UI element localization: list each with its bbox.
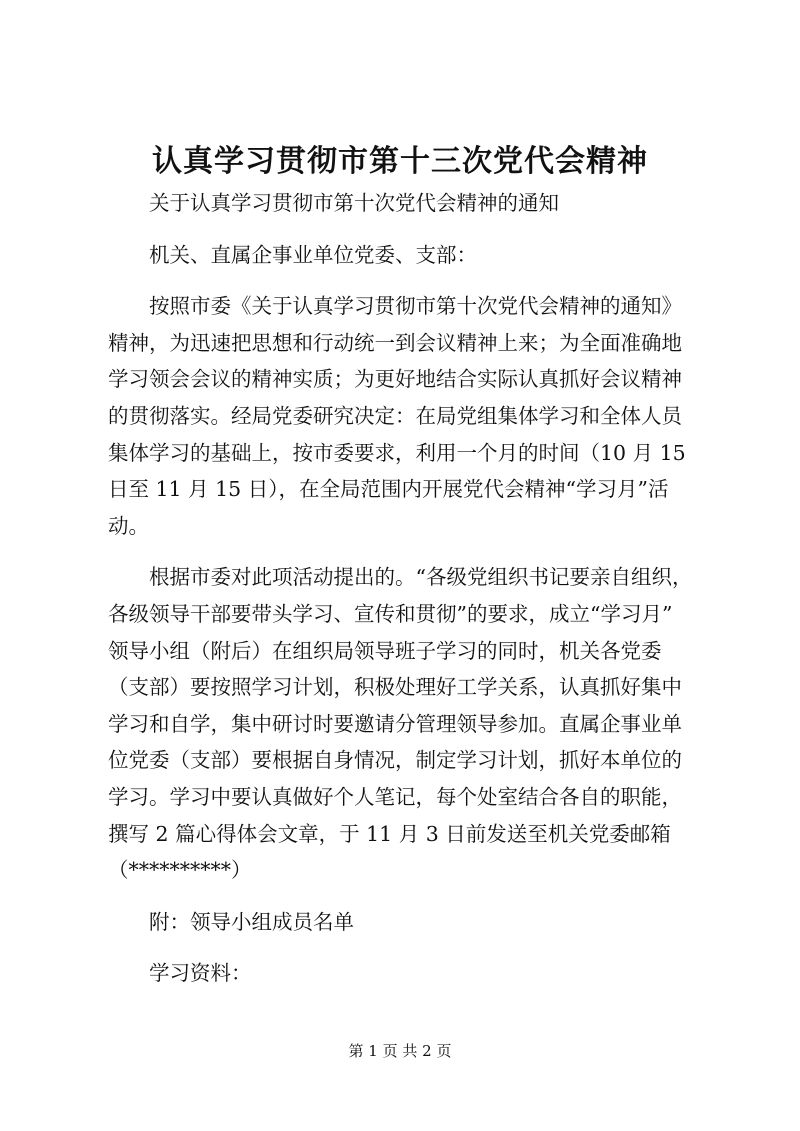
- paragraph-1-line-7: 动。: [108, 513, 149, 538]
- spacer: [108, 889, 723, 904]
- materials-line: 学习资料：: [149, 961, 252, 986]
- notice-title-line: 关于认真学习贯彻市第十次党代会精神的通知: [149, 191, 559, 215]
- paragraph-1-line-6: 日至 11 月 15 日），在全局范围内开展党代会精神“学习月”活: [108, 477, 669, 502]
- spacer: [108, 222, 723, 237]
- document-title: 认真学习贯彻市第十三次党代会精神: [152, 144, 648, 179]
- spacer: [108, 544, 723, 559]
- page-footer: 第 1 页 共 2 页: [348, 1042, 452, 1060]
- paragraph-2-line-7: 学习。学习中要认真做好个人笔记，每个处室结合各自的职能，: [108, 784, 682, 809]
- paragraph-2-line-5: 学习和自学，集中研讨时要邀请分管理领导参加。直属企事业单: [108, 711, 682, 736]
- recipients-line: 机关、直属企事业单位党委、支部：: [149, 242, 477, 267]
- paragraph-2-line-9: （**********）: [108, 858, 252, 883]
- paragraph-1-line-3: 学习领会会议的精神实质；为更好地结合实际认真抓好会议精神: [108, 367, 682, 392]
- document-body: [108, 185, 723, 992]
- paragraph-1-line-2: 精神，为迅速把思想和行动统一到会议精神上来；为全面准确地: [108, 330, 682, 355]
- paragraph-1-line-5: 集体学习的基础上，按市委要求，利用一个月的时间（10 月 15: [108, 440, 686, 465]
- paragraph-2-line-2: 各级领导干部要带头学习、宣传和贯彻”的要求，成立“学习月”: [108, 601, 673, 626]
- spacer: [108, 940, 723, 955]
- paragraph-1-line-1: 按照市委《关于认真学习贯彻市第十次党代会精神的通知》: [149, 294, 682, 319]
- paragraph-2-line-8: 撰写 2 篇心得体会文章，于 11 月 3 日前发送至机关党委邮箱: [108, 821, 671, 846]
- paragraph-1-line-4: 的贯彻落实。经局党委研究决定：在局党组集体学习和全体人员: [108, 403, 682, 428]
- attachment-line: 附：领导小组成员名单: [149, 909, 354, 934]
- paragraph-2-line-3: 领导小组（附后）在组织局领导班子学习的同时，机关各党委: [108, 638, 662, 663]
- paragraph-2-line-4: （支部）要按照学习计划，积极处理好工学关系，认真抓好集中: [108, 675, 682, 700]
- paragraph-2-line-1: 根据市委对此项活动提出的。“各级党组织书记要亲自组织，: [149, 565, 693, 590]
- paragraph-2-line-6: 位党委（支部）要根据自身情况，制定学习计划，抓好本单位的: [108, 748, 682, 773]
- spacer: [108, 273, 723, 288]
